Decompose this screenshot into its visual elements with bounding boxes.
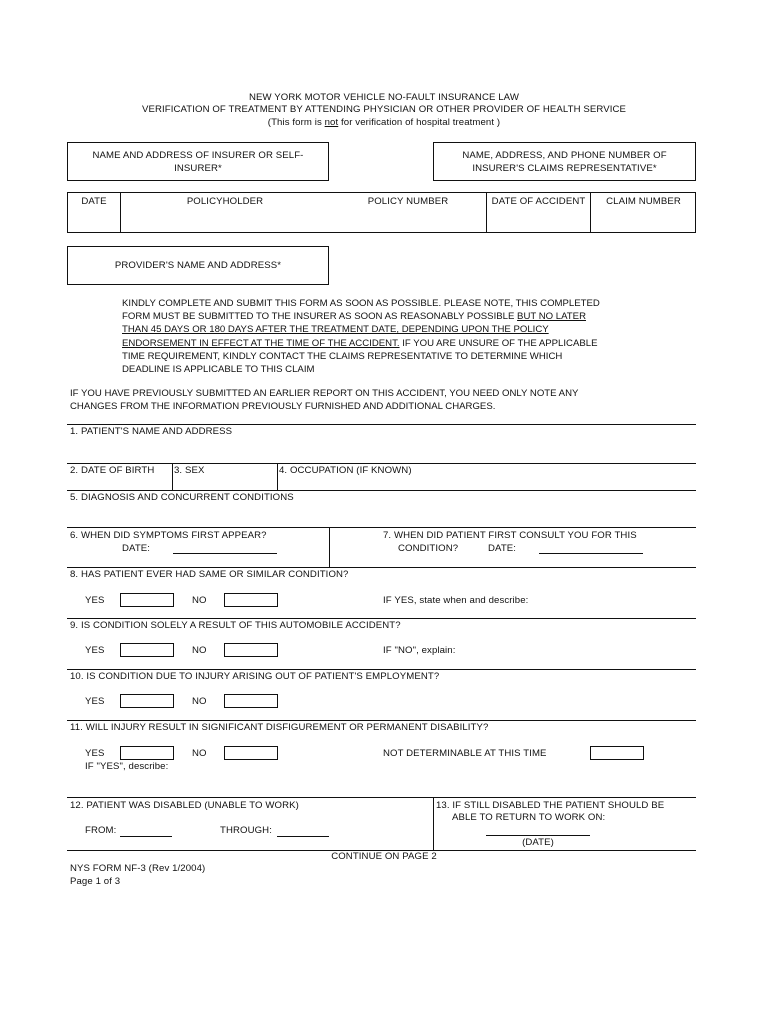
field-7-condition-label: CONDITION? [398, 543, 459, 554]
field-13-label: 13. IF STILL DISABLED THE PATIENT SHOULD BE [436, 800, 665, 811]
claims-rep-box[interactable] [433, 142, 696, 181]
form-subtitle: VERIFICATION OF TREATMENT BY ATTENDING PHYSICIAN OR OTHER PROVIDER OF HEALTH SERVICE [141, 104, 627, 115]
form-note: (This form is not for verification of hospital treatment ) [267, 117, 501, 128]
field-8-label: 8. HAS PATIENT EVER HAD SAME OR SIMILAR CONDITION? [70, 569, 349, 580]
field-10-yes-box[interactable] [120, 694, 174, 708]
field-5-label: 5. DIAGNOSIS AND CONCURRENT CONDITIONS [70, 492, 294, 503]
field-divider [277, 463, 278, 490]
field-12-label: 12. PATIENT WAS DISABLED (UNABLE TO WORK) [70, 800, 299, 811]
claim-number-header: CLAIM NUMBER [606, 196, 681, 207]
date-header: DATE [81, 196, 107, 207]
field-11-nd-box[interactable] [590, 746, 644, 760]
previous-report-note: IF YOU HAVE PREVIOUSLY SUBMITTED AN EARLIER REPORT ON THIS ACCIDENT, YOU NEED ONLY NOTE ANY CHANGES FROM THE INFORMATION PREVIOUSLY FURNISHED AND ADDITIONAL CHARGES. [70, 388, 579, 413]
disabled-through-line[interactable] [277, 836, 329, 837]
field-11-yes-box[interactable] [120, 746, 174, 760]
field-2-label: 2. DATE OF BIRTH [70, 465, 155, 476]
field-8-yes-label: YES [85, 595, 105, 606]
provider-box[interactable] [67, 246, 329, 285]
field-11-label: 11. WILL INJURY RESULT IN SIGNIFICANT DISFIGUREMENT OR PERMANENT DISABILITY? [70, 722, 489, 733]
field-12-through-label: THROUGH: [220, 825, 272, 836]
field-10-no-label: NO [192, 696, 207, 707]
field-9-yes-box[interactable] [120, 643, 174, 657]
field-11-yes-label: YES [85, 748, 105, 759]
field-4-label: 4. OCCUPATION (IF KNOWN) [279, 465, 412, 476]
insurer-label-1: NAME AND ADDRESS OF INSURER OR SELF- [92, 150, 304, 161]
symptoms-date-line[interactable] [173, 553, 277, 554]
field-8-yes-box[interactable] [120, 593, 174, 607]
field-11-if-label: IF "YES", describe: [85, 761, 169, 772]
field-8-if-label: IF YES, state when and describe: [383, 595, 529, 606]
field-13-return-label: ABLE TO RETURN TO WORK ON: [452, 812, 606, 823]
claims-rep-label-1: NAME, ADDRESS, AND PHONE NUMBER OF [462, 150, 667, 161]
disabled-from-line[interactable] [120, 836, 172, 837]
field-11-no-label: NO [192, 748, 207, 759]
field-10-label: 10. IS CONDITION DUE TO INJURY ARISING OUT OF PATIENT'S EMPLOYMENT? [70, 671, 440, 682]
field-9-if-label: IF "NO", explain: [383, 645, 456, 656]
policy-number-header: POLICY NUMBER [367, 196, 449, 207]
date-of-accident-header: DATE OF ACCIDENT [491, 196, 586, 207]
form-title: NEW YORK MOTOR VEHICLE NO-FAULT INSURANCE LAW [249, 92, 519, 103]
field-10-no-box[interactable] [224, 694, 278, 708]
field-6-date-label: DATE: [122, 543, 151, 554]
field-11-no-box[interactable] [224, 746, 278, 760]
form-id: NYS FORM NF-3 (Rev 1/2004) [70, 863, 206, 874]
field-11-nd-label: NOT DETERMINABLE AT THIS TIME [383, 748, 547, 759]
field-8-no-label: NO [192, 595, 207, 606]
field-divider [433, 797, 434, 850]
consult-date-line[interactable] [539, 553, 643, 554]
page-number: Page 1 of 3 [70, 876, 121, 887]
field-divider [172, 463, 173, 490]
continue-note: CONTINUE ON PAGE 2 [331, 851, 437, 862]
rule [67, 527, 696, 528]
field-9-yes-label: YES [85, 645, 105, 656]
field-9-no-label: NO [192, 645, 207, 656]
provider-label: PROVIDER'S NAME AND ADDRESS* [114, 260, 282, 271]
field-12-from-label: FROM: [85, 825, 117, 836]
field-10-yes-label: YES [85, 696, 105, 707]
insurer-box[interactable] [67, 142, 329, 181]
field-1-label: 1. PATIENT'S NAME AND ADDRESS [70, 426, 233, 437]
field-3-label: 3. SEX [174, 465, 205, 476]
field-divider [329, 527, 330, 567]
claim-table-divider [120, 192, 121, 233]
field-7-date-label: DATE: [488, 543, 517, 554]
field-9-label: 9. IS CONDITION SOLELY A RESULT OF THIS AUTOMOBILE ACCIDENT? [70, 620, 401, 631]
field-9-no-box[interactable] [224, 643, 278, 657]
field-13-date-label: (DATE) [522, 837, 554, 848]
submission-notice: KINDLY COMPLETE AND SUBMIT THIS FORM AS SOON AS POSSIBLE. PLEASE NOTE, THIS COMPLETED FORM MUST BE SUBMITTED TO THE INSURER AS SOON AS REASONABLY POSSIBLE BUT NO LATER THAN 45 DAYS OR 180 DAYS AFTER THE TREATMENT DATE, DEPENDING UPON THE POLICY ENDORSEMENT IN EFFECT AT THE TIME OF THE ACCIDENT. IF YOU ARE UNSURE OF THE APPLICABLE TIME REQUIREMENT, KINDLY CONTACT THE CLAIMS REPRESENTATIVE TO DETERMINE WHICH DEADLINE IS APPLICABLE TO THIS CLAIM [122, 298, 600, 376]
field-6-label: 6. WHEN DID SYMPTOMS FIRST APPEAR? [70, 530, 267, 541]
claims-rep-label-2: INSURER'S CLAIMS REPRESENTATIVE* [472, 163, 657, 174]
rule [67, 797, 696, 798]
insurer-label-2: INSURER* [174, 163, 222, 174]
policyholder-header: POLICYHOLDER [186, 196, 264, 207]
field-8-no-box[interactable] [224, 593, 278, 607]
field-7-label: 7. WHEN DID PATIENT FIRST CONSULT YOU FOR THIS [383, 530, 637, 541]
